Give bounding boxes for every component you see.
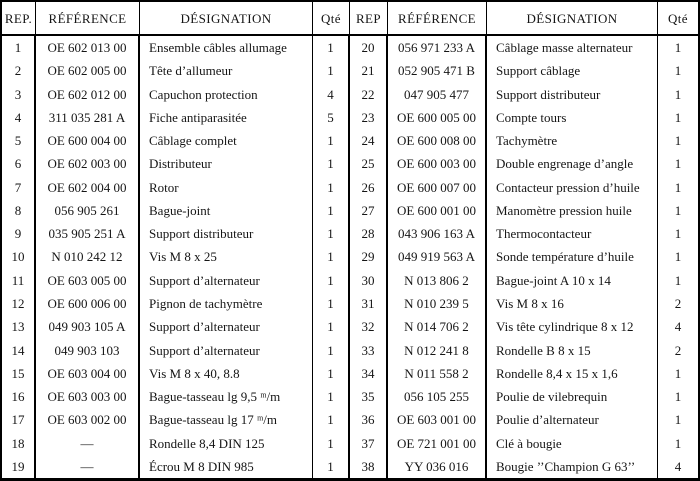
cell-designation: Support d’alternateur — [140, 269, 313, 292]
cell-rep: 24 — [350, 129, 388, 152]
cell-designation: Manomètre pression huile — [487, 199, 658, 222]
cell-reference: 049 919 563 A — [388, 245, 487, 268]
cell-reference: N 012 241 8 — [388, 338, 487, 361]
cell-reference: N 011 558 2 — [388, 362, 487, 385]
cell-qty: 4 — [313, 83, 350, 106]
cell-designation: Support d’alternateur — [140, 338, 313, 361]
cell-rep: 28 — [350, 222, 388, 245]
cell-reference: OE 600 001 00 — [388, 199, 487, 222]
cell-designation: Tête d’allumeur — [140, 59, 313, 82]
cell-qty: 1 — [313, 245, 350, 268]
cell-designation: Capuchon protection — [140, 83, 313, 106]
cell-reference: OE 603 003 00 — [36, 385, 140, 408]
cell-designation: Vis M 8 x 16 — [487, 292, 658, 315]
cell-qty: 5 — [313, 106, 350, 129]
cell-reference: N 013 806 2 — [388, 269, 487, 292]
cell-reference: OE 721 001 00 — [388, 431, 487, 454]
cell-designation: Support distributeur — [487, 83, 658, 106]
cell-qty: 1 — [674, 179, 682, 195]
cell-rep: 10 — [2, 245, 36, 268]
cell-rep: 27 — [350, 199, 388, 222]
cell-rep: 36 — [350, 408, 388, 431]
cell-qty: 1 — [674, 40, 682, 56]
cell-designation: Bague-tasseau lg 9,5 ᵐ/m — [140, 385, 313, 408]
cell-reference: N 014 706 2 — [388, 315, 487, 338]
cell-reference: 047 905 477 — [388, 83, 487, 106]
cell-designation: Écrou M 8 DIN 985 — [140, 455, 313, 478]
cell-qty: 1 — [313, 36, 350, 59]
cell-rep: 2 — [2, 59, 36, 82]
column-header-reference-right: RÉFÉRENCE — [388, 2, 487, 36]
cell-designation: Support distributeur — [140, 222, 313, 245]
cell-qty: 1 — [313, 129, 350, 152]
cell-rep: 19 — [2, 455, 36, 478]
cell-reference: 043 906 163 A — [388, 222, 487, 245]
column-header-rep-left: REP. — [2, 2, 36, 36]
cell-designation: Poulie de vilebrequin — [487, 385, 658, 408]
cell-qty: 2 — [674, 342, 682, 358]
cell-reference: YY 036 016 — [388, 455, 487, 478]
cell-reference: N 010 239 5 — [388, 292, 487, 315]
cell-reference: OE 602 013 00 — [36, 36, 140, 59]
cell-rep: 37 — [350, 431, 388, 454]
cell-qty: 1 — [313, 315, 350, 338]
cell-designation: Câblage masse alternateur — [487, 36, 658, 59]
cell-rep: 12 — [2, 292, 36, 315]
cell-reference: 035 905 251 A — [36, 222, 140, 245]
cell-qty: 1 — [313, 176, 350, 199]
cell-reference: OE 600 007 00 — [388, 176, 487, 199]
cell-designation: Poulie d’alternateur — [487, 408, 658, 431]
cell-qty: 1 — [313, 269, 350, 292]
cell-rep: 9 — [2, 222, 36, 245]
cell-qty: 1 — [674, 86, 682, 102]
cell-designation: Câblage complet — [140, 129, 313, 152]
cell-reference: 056 905 261 — [36, 199, 140, 222]
cell-qty: 1 — [313, 59, 350, 82]
cell-rep: 33 — [350, 338, 388, 361]
cell-qty: 1 — [674, 133, 682, 149]
cell-designation: Vis tête cylindrique 8 x 12 — [487, 315, 658, 338]
cell-designation: Support d’alternateur — [140, 315, 313, 338]
cell-qty: 1 — [313, 152, 350, 175]
column-header-designation-left: DÉSIGNATION — [140, 2, 313, 36]
cell-designation: Vis M 8 x 40, 8.8 — [140, 362, 313, 385]
cell-rep: 15 — [2, 362, 36, 385]
cell-rep: 32 — [350, 315, 388, 338]
cell-rep: 25 — [350, 152, 388, 175]
cell-qty: 1 — [313, 222, 350, 245]
cell-qty: 1 — [313, 338, 350, 361]
cell-rep: 30 — [350, 269, 388, 292]
cell-reference: OE 600 005 00 — [388, 106, 487, 129]
cell-reference: 056 105 255 — [388, 385, 487, 408]
column-header-rep-right: REP — [350, 2, 388, 36]
cell-qty: 1 — [313, 199, 350, 222]
cell-qty: 1 — [313, 455, 350, 478]
cell-designation: Fiche antiparasitée — [140, 106, 313, 129]
cell-designation: Thermocontacteur — [487, 222, 658, 245]
cell-rep: 16 — [2, 385, 36, 408]
cell-designation: Rondelle B 8 x 15 — [487, 338, 658, 361]
cell-reference: OE 600 003 00 — [388, 152, 487, 175]
cell-rep: 26 — [350, 176, 388, 199]
cell-reference: OE 602 004 00 — [36, 176, 140, 199]
cell-reference: OE 603 005 00 — [36, 269, 140, 292]
cell-designation: Support câblage — [487, 59, 658, 82]
cell-rep: 6 — [2, 152, 36, 175]
cell-rep: 17 — [2, 408, 36, 431]
column-header-qty-right: Qté — [658, 2, 698, 36]
cell-rep: 23 — [350, 106, 388, 129]
cell-rep: 3 — [2, 83, 36, 106]
cell-designation: Bague-joint — [140, 199, 313, 222]
cell-rep: 4 — [2, 106, 36, 129]
cell-designation: Rondelle 8,4 DIN 125 — [140, 431, 313, 454]
column-header-designation-right: DÉSIGNATION — [487, 2, 658, 36]
cell-designation: Bague-tasseau lg 17 ᵐ/m — [140, 408, 313, 431]
cell-rep: 21 — [350, 59, 388, 82]
cell-rep: 29 — [350, 245, 388, 268]
cell-rep: 13 — [2, 315, 36, 338]
cell-reference: — — [36, 431, 140, 454]
cell-qty: 1 — [313, 362, 350, 385]
cell-reference: OE 603 004 00 — [36, 362, 140, 385]
cell-reference: OE 603 002 00 — [36, 408, 140, 431]
cell-qty: 4 — [674, 458, 682, 474]
cell-reference: OE 602 003 00 — [36, 152, 140, 175]
cell-reference: 056 971 233 A — [388, 36, 487, 59]
cell-qty: 1 — [674, 226, 682, 242]
cell-qty: 4 — [674, 319, 682, 335]
cell-rep: 31 — [350, 292, 388, 315]
cell-rep: 18 — [2, 431, 36, 454]
cell-qty: 1 — [674, 156, 682, 172]
cell-designation: Clé à bougie — [487, 431, 658, 454]
cell-qty: 1 — [674, 63, 682, 79]
cell-reference: 049 903 105 A — [36, 315, 140, 338]
cell-qty: 2 — [674, 296, 682, 312]
cell-reference: OE 603 001 00 — [388, 408, 487, 431]
cell-designation: Bague-joint A 10 x 14 — [487, 269, 658, 292]
cell-qty: 1 — [674, 202, 682, 218]
cell-qty: 1 — [674, 389, 682, 405]
cell-qty: 1 — [313, 292, 350, 315]
cell-reference: OE 602 012 00 — [36, 83, 140, 106]
cell-rep: 8 — [2, 199, 36, 222]
cell-designation: Double engrenage d’angle — [487, 152, 658, 175]
cell-qty: 1 — [674, 109, 682, 125]
cell-reference: OE 600 008 00 — [388, 129, 487, 152]
cell-designation: Rotor — [140, 176, 313, 199]
cell-qty: 1 — [674, 435, 682, 451]
cell-rep: 11 — [2, 269, 36, 292]
cell-qty: 1 — [313, 431, 350, 454]
cell-designation: Compte tours — [487, 106, 658, 129]
cell-reference: 049 903 103 — [36, 338, 140, 361]
cell-reference: OE 600 004 00 — [36, 129, 140, 152]
cell-reference: 052 905 471 B — [388, 59, 487, 82]
cell-designation: Sonde température d’huile — [487, 245, 658, 268]
cell-qty: 1 — [674, 249, 682, 265]
cell-rep: 5 — [2, 129, 36, 152]
cell-reference: 311 035 281 A — [36, 106, 140, 129]
cell-rep: 35 — [350, 385, 388, 408]
cell-rep: 14 — [2, 338, 36, 361]
cell-rep: 20 — [350, 36, 388, 59]
cell-designation: Ensemble câbles allumage — [140, 36, 313, 59]
column-header-qty-left: Qté — [313, 2, 350, 36]
cell-designation: Distributeur — [140, 152, 313, 175]
cell-designation: Pignon de tachymètre — [140, 292, 313, 315]
cell-designation: Vis M 8 x 25 — [140, 245, 313, 268]
cell-reference: — — [36, 455, 140, 478]
cell-qty: 1 — [674, 365, 682, 381]
cell-reference: OE 600 006 00 — [36, 292, 140, 315]
cell-designation: Rondelle 8,4 x 15 x 1,6 — [487, 362, 658, 385]
cell-rep: 34 — [350, 362, 388, 385]
cell-rep: 22 — [350, 83, 388, 106]
cell-qty: 1 — [313, 385, 350, 408]
cell-qty: 1 — [674, 272, 682, 288]
cell-reference: OE 602 005 00 — [36, 59, 140, 82]
cell-rep: 1 — [2, 36, 36, 59]
cell-reference: N 010 242 12 — [36, 245, 140, 268]
column-header-reference-left: RÉFÉRENCE — [36, 2, 140, 36]
cell-rep: 7 — [2, 176, 36, 199]
cell-designation: Tachymètre — [487, 129, 658, 152]
cell-rep: 38 — [350, 455, 388, 478]
cell-designation: Contacteur pression d’huile — [487, 176, 658, 199]
cell-designation: Bougie ’’Champion G 63’’ — [487, 455, 658, 478]
cell-qty: 1 — [313, 408, 350, 431]
cell-qty: 1 — [674, 412, 682, 428]
